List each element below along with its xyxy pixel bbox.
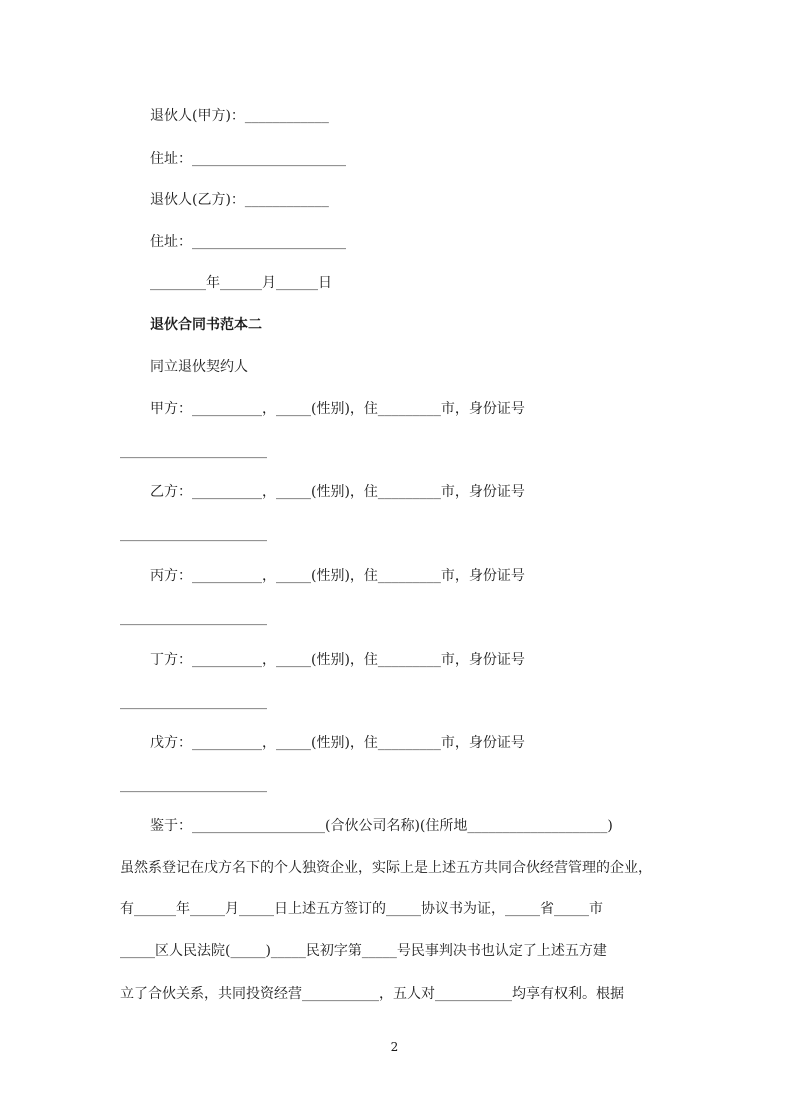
body-line-3: _____区人民法院(_____)_____民初字第_____号民事判决书也认定了上述五方建 bbox=[120, 943, 607, 959]
party-a-address-line: 住址：______________________ bbox=[150, 151, 346, 167]
party-jia-line: 甲方：__________，_____(性别)，住_________市，身份证号 bbox=[150, 401, 525, 417]
party-wu-id-line: _____________________ bbox=[120, 777, 267, 793]
party-yi-id-line: _____________________ bbox=[120, 526, 267, 542]
intro-line: 同立退伙契约人 bbox=[150, 359, 248, 375]
body-line-4: 立了合伙关系，共同投资经营___________，五人对___________均享有权利。根据 bbox=[120, 986, 624, 1002]
whereas-line: 鉴于：___________________(合伙公司名称)(住所地____________________) bbox=[150, 818, 613, 834]
page-number: 2 bbox=[390, 1040, 399, 1054]
party-yi-line: 乙方：__________，_____(性别)，住_________市，身份证号 bbox=[150, 484, 525, 500]
party-ding-line: 丁方：__________，_____(性别)，住_________市，身份证号 bbox=[150, 652, 525, 668]
party-ding-id-line: _____________________ bbox=[120, 694, 267, 710]
party-b-address-line: 住址：______________________ bbox=[150, 234, 346, 250]
party-wu-line: 戊方：__________，_____(性别)，住_________市，身份证号 bbox=[150, 735, 525, 751]
party-b-retiree-line: 退伙人(乙方)：____________ bbox=[150, 192, 329, 208]
date-line: ________年______月______日 bbox=[150, 275, 332, 291]
body-line-1: 虽然系登记在戊方名下的个人独资企业，实际上是上述五方共同合伙经营管理的企业， bbox=[120, 860, 652, 876]
section-heading: 退伙合同书范本二 bbox=[150, 317, 262, 333]
body-line-2: 有______年_____月_____日上述五方签订的_____协议书为证，_____省_____市 bbox=[120, 901, 603, 917]
party-bing-id-line: _____________________ bbox=[120, 610, 267, 626]
party-jia-id-line: _____________________ bbox=[120, 443, 267, 459]
party-a-retiree-line: 退伙人(甲方)：____________ bbox=[150, 108, 329, 124]
party-bing-line: 丙方：__________，_____(性别)，住_________市，身份证号 bbox=[150, 568, 525, 584]
